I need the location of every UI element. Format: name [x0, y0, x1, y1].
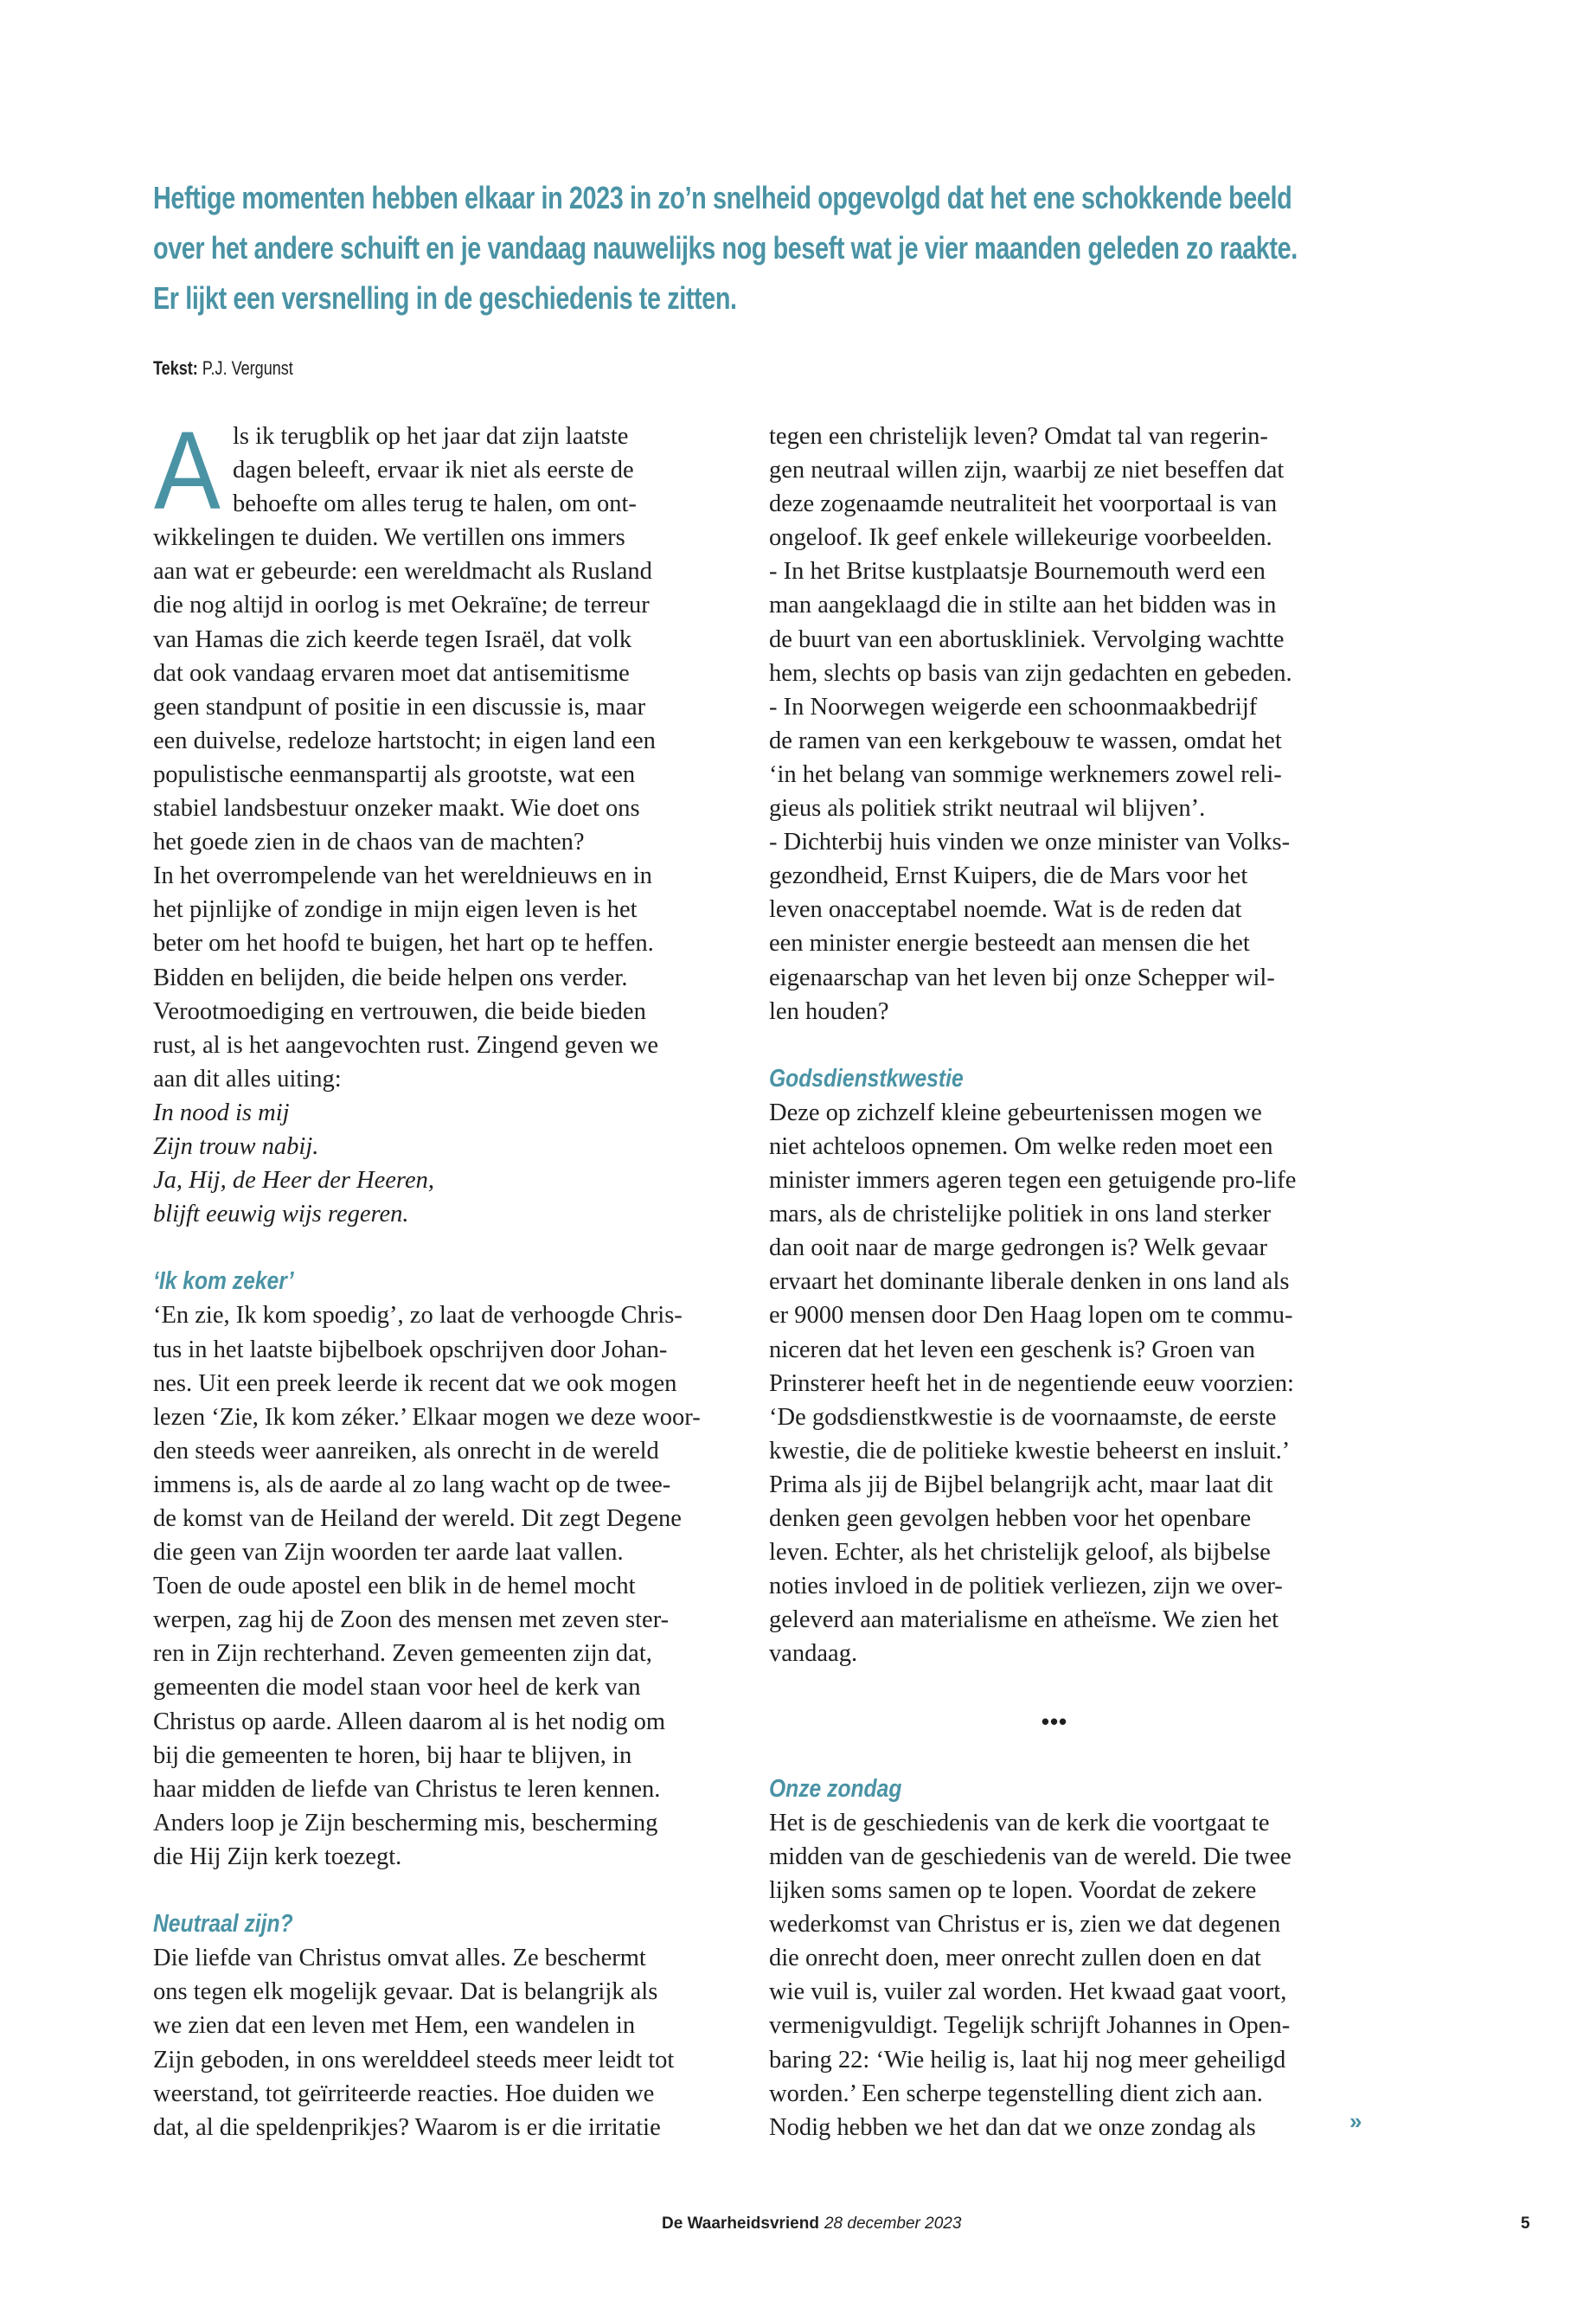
body-line: die geen van Zijn woorden ter aarde laat vallen. — [153, 1539, 624, 1567]
body-line: geleverd aan materialisme en atheïsme. We zien het — [769, 1606, 1279, 1634]
body-line: dat, al die speldenprikjes? Waarom is er die irritatie — [153, 2113, 661, 2141]
body-line: geen standpunt of positie in een discussie is, maar — [153, 693, 646, 721]
verse-line: blijft eeuwig wijs regeren. — [153, 1201, 409, 1228]
body-line: len houden? — [769, 997, 889, 1025]
body-line: Zijn geboden, in ons werelddeel steeds meer leidt tot — [153, 2046, 675, 2073]
body-line: Anders loop je Zijn bescherming mis, bescherming — [153, 1809, 658, 1836]
byline-author: P.J. Vergunst — [202, 357, 293, 379]
intro-line: Er lijkt een versnelling in de geschiedenis te zitten. — [153, 280, 737, 316]
body-line: hem, slechts op basis van zijn gedachten en gebeden. — [769, 659, 1292, 687]
body-line: Christus op aarde. Alleen daarom al is het nodig om — [153, 1708, 666, 1735]
body-line: dat ook vandaag ervaren moet dat antisemitisme — [153, 659, 630, 687]
body-line: werpen, zag hij de Zoon des mensen met zeven ster- — [153, 1606, 670, 1634]
body-line: baring 22: ‘Wie heilig is, laat hij nog meer geheiligd — [769, 2046, 1286, 2073]
body-line: nes. Uit een preek leerde ik recent dat we ook mogen — [153, 1369, 677, 1397]
body-line: aan wat er gebeurde: een wereldmacht als Rusland — [153, 558, 652, 586]
body-line: een duivelse, redeloze hartstocht; in eigen land een — [153, 727, 656, 754]
body-line: dan ooit naar de marge gedrongen is? Welk gevaar — [769, 1234, 1267, 1262]
body-line: niceren dat het leven een geschenk is? Groen van — [769, 1336, 1255, 1363]
body-line: de ramen van een kerkgebouw te wassen, omdat het — [769, 727, 1282, 754]
section-heading: Onze zondag — [769, 1774, 902, 1803]
body-line: Deze op zichzelf kleine gebeurtenissen mogen we — [769, 1099, 1262, 1126]
body-line: van Hamas die zich keerde tegen Israël, dat volk — [153, 625, 632, 653]
body-line: we zien dat een leven met Hem, een wandelen in — [153, 2012, 636, 2040]
section-heading: Neutraal zijn? — [153, 1910, 293, 1939]
body-line: immens is, als de aarde al zo lang wacht op de twee- — [153, 1471, 671, 1498]
body-line: Prima als jij de Bijbel belangrijk acht, maar laat dit — [769, 1471, 1273, 1498]
body-line: wikkelingen te duiden. We vertillen ons immers — [153, 524, 625, 552]
body-line: minister immers ageren tegen een getuigende pro-life — [769, 1167, 1297, 1195]
body-line: Bidden en belijden, die beide helpen ons verder. — [153, 964, 628, 991]
body-line: die Hij Zijn kerk toezegt. — [153, 1843, 402, 1870]
body-line: kwestie, die de politieke kwestie beheerst en insluit.’ — [769, 1437, 1291, 1465]
body-line: deze zogenaamde neutraliteit het voorportaal is van — [769, 490, 1278, 518]
body-line: Toen de oude apostel een blik in de hemel mocht — [153, 1573, 636, 1600]
section-divider: ••• — [1041, 1708, 1068, 1734]
body-line: niet achteloos opnemen. Om welke reden moet een — [769, 1132, 1273, 1160]
publication-name: De Waarheidsvriend — [662, 2214, 819, 2233]
body-line: rust, al is het aangevochten rust. Zingend geven we — [153, 1031, 659, 1059]
body-line: man aangeklaagd die in stilte aan het bidden was in — [769, 592, 1277, 619]
article-intro — [153, 173, 1298, 324]
body-line: populistische eenmanspartij als grootste, wat een — [153, 760, 636, 788]
body-line: Die liefde van Christus omvat alles. Ze beschermt — [153, 1945, 646, 1972]
body-line: den steeds weer aanreiken, als onrecht in de wereld — [153, 1437, 659, 1465]
body-line: er 9000 mensen door Den Haag lopen om te commu- — [769, 1302, 1293, 1330]
body-line: tegen een christelijk leven? Omdat tal van regerin- — [769, 423, 1268, 450]
verse-line: Zijn trouw nabij. — [153, 1132, 319, 1160]
body-line: bij die gemeenten te horen, bij haar te blijven, in — [153, 1741, 632, 1769]
byline-label: Tekst: — [153, 357, 198, 379]
drop-cap: A — [154, 409, 221, 533]
footer — [662, 2214, 961, 2234]
body-line: aan dit alles uiting: — [153, 1065, 342, 1093]
left-column — [153, 409, 741, 2144]
body-line: de buurt van een abortuskliniek. Vervolging wachtte — [769, 625, 1285, 653]
spacer — [153, 1231, 741, 1265]
body-line: leven. Echter, als het christelijk geloof, als bijbelse — [769, 1539, 1271, 1567]
body-line: - In het Britse kustplaatsje Bournemouth werd een — [769, 558, 1266, 586]
body-line: ‘De godsdienstkwestie is de voornaamste, de eerste — [769, 1403, 1277, 1431]
body-line: die nog altijd in oorlog is met Oekraïne; de terreur — [153, 592, 650, 619]
intro-line: Heftige momenten hebben elkaar in 2023 in zo’n snelheid opgevolgd dat het ene schokkende beeld — [153, 180, 1292, 215]
body-line: gezondheid, Ernst Kuipers, die de Mars voor het — [769, 862, 1248, 890]
body-line: wie vuil is, vuiler zal worden. Het kwaad gaat voort, — [769, 1978, 1287, 2006]
body-line: het pijnlijke of zondige in mijn eigen leven is het — [153, 896, 638, 924]
body-line: gieus als politiek strikt neutraal wil blijven’. — [769, 795, 1206, 823]
publication-date: 28 december 2023 — [824, 2214, 962, 2233]
body-line: het goede zien in de chaos van de machten? — [153, 829, 585, 856]
body-line: gen neutraal willen zijn, waarbij ze niet beseffen dat — [769, 457, 1285, 484]
spacer — [769, 1029, 1357, 1062]
body-line: vermenigvuldigt. Tegelijk schrijft Johannes in Open- — [769, 2012, 1291, 2040]
body-line: In het overrompelende van het wereldnieuws en in — [153, 862, 652, 890]
body-line: gemeenten die model staan voor heel de kerk van — [153, 1674, 641, 1702]
body-line: - Dichterbij huis vinden we onze minister van Volks- — [769, 829, 1291, 856]
body-line: mars, als de christelijke politiek in ons land sterker — [769, 1201, 1272, 1228]
body-line: noties invloed in de politiek verliezen, zijn we over- — [769, 1573, 1283, 1600]
continue-arrow-icon: » — [1349, 2108, 1362, 2134]
intro-line: over het andere schuift en je vandaag nauwelijks nog beseft wat je vier maanden geleden zo raakte. — [153, 230, 1298, 266]
body-line: ons tegen elk mogelijk gevaar. Dat is belangrijk als — [153, 1978, 658, 2006]
body-line: lezen ‘Zie, Ik kom zéker.’ Elkaar mogen we deze woor- — [153, 1403, 701, 1431]
right-column — [769, 420, 1357, 2144]
body-line: tus in het laatste bijbelboek opschrijven door Johan- — [153, 1336, 668, 1363]
body-line: ervaart het dominante liberale denken in ons land als — [769, 1268, 1290, 1296]
body-line: behoefte om alles terug te halen, om ont- — [233, 490, 637, 518]
body-line: Nodig hebben we het dan dat we onze zondag als — [769, 2113, 1256, 2141]
body-line: - In Noorwegen weigerde een schoonmaakbedrijf — [769, 693, 1258, 721]
body-line: eigenaarschap van het leven bij onze Schepper wil- — [769, 964, 1275, 991]
section-heading: ‘Ik kom zeker’ — [153, 1267, 294, 1296]
body-line: vandaag. — [769, 1640, 858, 1668]
spacer — [153, 1874, 741, 1907]
body-line: dagen beleeft, ervaar ik niet als eerste de — [233, 457, 634, 484]
spacer — [769, 1670, 1357, 1704]
body-line: midden van de geschiedenis van de wereld. Die twee — [769, 1843, 1292, 1870]
body-line: een minister energie besteedt aan mensen die het — [769, 930, 1250, 958]
body-line: ren in Zijn rechterhand. Zeven gemeenten zijn dat, — [153, 1640, 652, 1668]
body-line: ongeloof. Ik geef enkele willekeurige voorbeelden. — [769, 524, 1272, 552]
body-line: wederkomst van Christus er is, zien we dat degenen — [769, 1911, 1281, 1939]
body-line: weerstand, tot geïrriteerde reacties. Hoe duiden we — [153, 2080, 655, 2107]
body-line: beter om het hoofd te buigen, het hart op te heffen. — [153, 930, 654, 958]
body-line: Het is de geschiedenis van de kerk die voortgaat te — [769, 1809, 1270, 1836]
verse-line: In nood is mij — [153, 1099, 290, 1126]
body-line: stabiel landsbestuur onzeker maakt. Wie doet ons — [153, 795, 640, 823]
body-line: die onrecht doen, meer onrecht zullen doen en dat — [769, 1945, 1261, 1972]
body-line: Prinsterer heeft het in de negentiende eeuw voorzien: — [769, 1369, 1294, 1397]
section-heading: Godsdienstkwestie — [769, 1064, 964, 1093]
body-line: lijken soms samen op te lopen. Voordat de zekere — [769, 1877, 1257, 1905]
body-line: worden.’ Een scherpe tegenstelling dient zich aan. — [769, 2080, 1263, 2107]
body-line: leven onacceptabel noemde. Wat is de reden dat — [769, 896, 1242, 924]
body-line: ‘En zie, Ik kom spoedig’, zo laat de verhoogde Chris- — [153, 1302, 683, 1330]
spacer — [769, 1739, 1357, 1772]
body-line: de komst van de Heiland der wereld. Dit zegt Degene — [153, 1505, 682, 1532]
byline — [153, 357, 293, 380]
body-line: ‘in het belang van sommige werknemers zowel reli- — [769, 760, 1282, 788]
body-line: ls ik terugblik op het jaar dat zijn laatste — [233, 423, 629, 450]
body-line: haar midden de liefde van Christus te leren kennen. — [153, 1775, 661, 1803]
body-line: Verootmoediging en vertrouwen, die beide bieden — [153, 997, 646, 1025]
body-line: denken geen gevolgen hebben voor het openbare — [769, 1505, 1252, 1532]
verse-line: Ja, Hij, de Heer der Heeren, — [153, 1167, 434, 1195]
page-number: 5 — [1521, 2214, 1530, 2233]
